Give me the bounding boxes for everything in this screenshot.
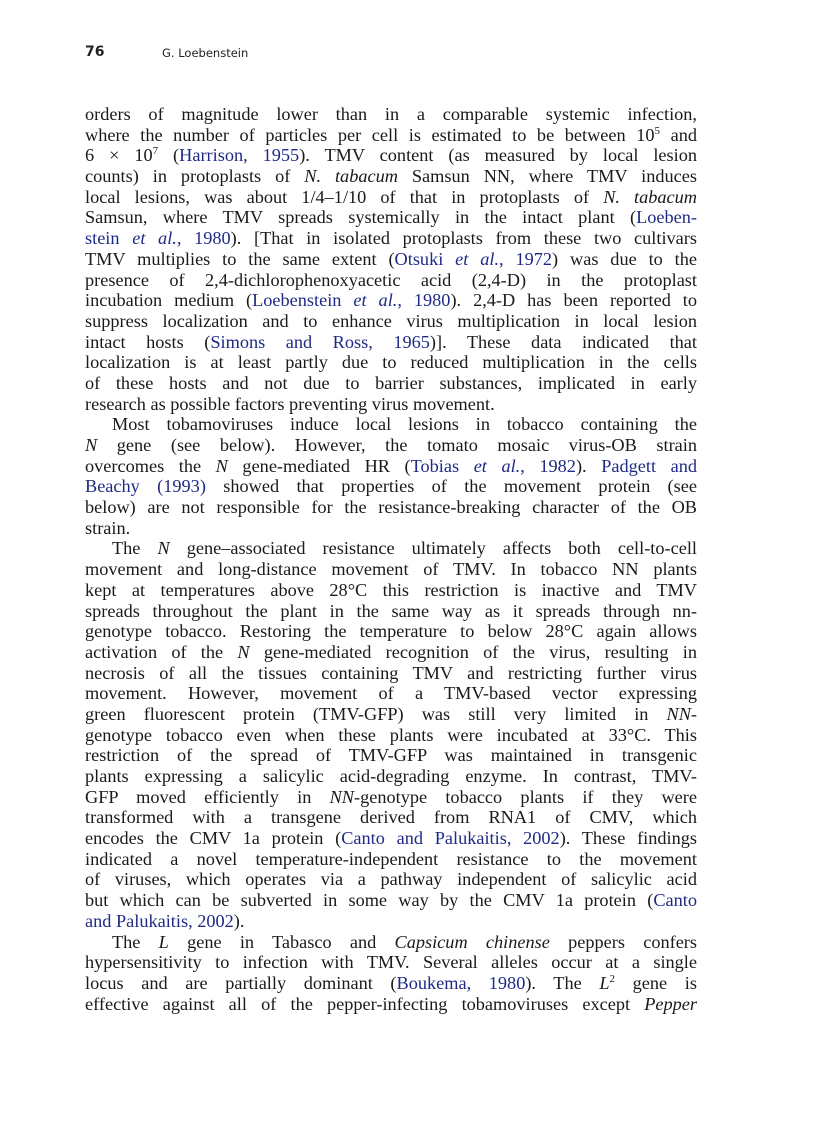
text-run: Pepper bbox=[644, 993, 697, 1014]
text-line bbox=[85, 290, 697, 311]
text-run: ). [That in isolated protoplasts from these two cultivars bbox=[230, 228, 697, 249]
text-run: gene is bbox=[615, 972, 697, 993]
text-run: N. tabacum bbox=[304, 166, 398, 187]
citation-link[interactable]: , 1980 bbox=[176, 228, 231, 249]
text-line bbox=[85, 518, 697, 539]
text-run: showed that properties of the movement protein (see bbox=[205, 476, 697, 497]
text-run: overcomes the bbox=[85, 455, 216, 476]
text-run: of these hosts and not due to barrier substances, implicated in early bbox=[85, 372, 697, 393]
text-line bbox=[85, 911, 697, 932]
text-line bbox=[85, 725, 697, 746]
citation-link[interactable]: , 1980 bbox=[397, 290, 451, 311]
citation-link[interactable]: , 1982 bbox=[520, 455, 576, 476]
citation-link[interactable]: Canto bbox=[653, 890, 697, 911]
text-line bbox=[85, 683, 697, 704]
text-line bbox=[85, 125, 697, 146]
citation-link[interactable]: et al. bbox=[353, 290, 398, 311]
text-run: but which can be subverted in some way by the CMV 1a protein ( bbox=[85, 890, 654, 911]
text-line bbox=[85, 849, 697, 870]
text-line bbox=[85, 538, 697, 559]
citation-link[interactable]: Padgett and bbox=[601, 455, 697, 476]
text-run: where the number of particles per cell is estimated to be between 10 bbox=[85, 124, 655, 145]
text-line bbox=[85, 352, 697, 373]
text-run: counts) in protoplasts of bbox=[85, 166, 305, 187]
text-line bbox=[85, 373, 697, 394]
citation-link[interactable]: Canto and Palukaitis, 2002 bbox=[341, 828, 560, 849]
text-line bbox=[85, 497, 697, 518]
text-run: ( bbox=[158, 145, 180, 166]
text-run: indicated a novel temperature-independent resistance to the movement bbox=[85, 848, 697, 869]
text-line bbox=[85, 787, 697, 808]
citation-link[interactable]: et al. bbox=[455, 248, 500, 269]
text-run: effective against all of the pepper-infecting tobamoviruses except bbox=[85, 993, 645, 1014]
text-line bbox=[85, 663, 697, 684]
text-run: kept at temperatures above 28°C this restriction is inactive and TMV bbox=[85, 579, 697, 600]
text-run: research as possible factors preventing virus movement. bbox=[85, 393, 495, 414]
paragraph bbox=[85, 932, 697, 1015]
citation-link[interactable]: Boukema, 1980 bbox=[396, 972, 526, 993]
text-run: 6 × 10 bbox=[85, 145, 153, 166]
text-line bbox=[85, 807, 697, 828]
text-run: ). The bbox=[525, 972, 600, 993]
citation-link[interactable]: , 1972 bbox=[499, 248, 553, 269]
page-number: 76 bbox=[85, 44, 105, 60]
text-run: spreads throughout the plant in the same way as it spreads through nn- bbox=[85, 600, 697, 621]
text-run: strain. bbox=[85, 517, 131, 538]
text-run: transformed with a transgene derived from RNA1 of CMV, which bbox=[85, 807, 697, 828]
text-line bbox=[85, 414, 697, 435]
text-line bbox=[85, 187, 697, 208]
text-run: movement. However, movement of a TMV-based vector expressing bbox=[85, 683, 697, 704]
text-run: gene-mediated recognition of the virus, resulting in bbox=[249, 641, 697, 662]
text-line bbox=[85, 766, 697, 787]
text-run: plants expressing a salicylic acid-degrading enzyme. In contrast, TMV- bbox=[85, 766, 697, 786]
text-line bbox=[85, 435, 697, 456]
text-run: N. tabacum bbox=[603, 186, 698, 207]
citation-link[interactable]: Tobias bbox=[410, 455, 474, 476]
text-line bbox=[85, 890, 697, 911]
citation-link[interactable]: Simons and Ross, 1965 bbox=[210, 331, 430, 352]
citation-link[interactable]: stein bbox=[85, 228, 133, 249]
body-text bbox=[85, 104, 697, 1014]
text-run: N bbox=[157, 538, 170, 559]
text-run: N bbox=[215, 455, 228, 476]
text-line bbox=[85, 559, 697, 580]
text-run: and bbox=[660, 124, 698, 145]
text-line bbox=[85, 745, 697, 766]
text-run: incubation medium ( bbox=[85, 290, 253, 311]
citation-link[interactable]: Otsuki bbox=[394, 248, 456, 269]
text-run: below) are not responsible for the resistance-breaking character of the OB bbox=[85, 497, 697, 518]
text-line bbox=[85, 994, 697, 1015]
text-line bbox=[85, 311, 697, 332]
text-run: ). 2,4-D has been reported to bbox=[450, 290, 698, 311]
citation-link[interactable]: Harrison, 1955 bbox=[179, 145, 300, 166]
text-run: Samsun NN, where TMV induces bbox=[397, 166, 697, 187]
text-run: The bbox=[112, 538, 158, 559]
text-line bbox=[85, 394, 697, 415]
text-run: ). bbox=[233, 910, 245, 931]
text-run: locus and are partially dominant ( bbox=[85, 972, 397, 993]
citation-link[interactable]: and Palukaitis, 2002 bbox=[85, 910, 234, 931]
text-line bbox=[85, 456, 697, 477]
text-run: ). TMV content (as measured by local lesion bbox=[299, 145, 698, 166]
text-line bbox=[85, 166, 697, 187]
text-run: localization is at least partly due to reduced multiplication in the cells bbox=[85, 352, 697, 373]
text-line bbox=[85, 476, 697, 497]
citation-link[interactable]: et al. bbox=[473, 455, 521, 476]
text-run: presence of 2,4-dichlorophenoxyacetic acid (2,4-D) in the protoplast bbox=[85, 269, 697, 290]
text-line bbox=[85, 704, 697, 725]
text-run: ). These findings bbox=[559, 828, 698, 849]
text-line bbox=[85, 145, 697, 166]
text-run: genotype tobacco even when these plants were incubated at 33°C. This bbox=[85, 724, 697, 745]
text-run: gene in Tabasco and bbox=[168, 931, 395, 952]
text-line bbox=[85, 249, 697, 270]
paragraph bbox=[85, 104, 697, 414]
text-line bbox=[85, 973, 697, 994]
citation-link[interactable]: Loebenstein bbox=[252, 290, 354, 311]
text-run: The bbox=[112, 931, 159, 952]
text-run: encodes the CMV 1a protein ( bbox=[85, 828, 342, 849]
text-run: suppress localization and to enhance virus multiplication in local lesion bbox=[85, 310, 697, 331]
text-line bbox=[85, 332, 697, 353]
text-run: NN bbox=[329, 786, 354, 807]
text-run: ) was due to the bbox=[552, 248, 698, 269]
text-run: L bbox=[158, 931, 169, 952]
text-line bbox=[85, 270, 697, 291]
text-run: L bbox=[599, 972, 610, 993]
text-line bbox=[85, 580, 697, 601]
citation-link[interactable]: et al. bbox=[132, 228, 177, 249]
text-line bbox=[85, 869, 697, 890]
text-run: genotype tobacco. Restoring the temperature to below 28°C again allows bbox=[85, 621, 697, 642]
text-run: -genotype tobacco plants if they were bbox=[354, 786, 697, 807]
text-line bbox=[85, 621, 697, 642]
text-run: gene–associated resistance ultimately affects both cell-to-cell bbox=[169, 538, 697, 559]
text-run: hypersensitivity to infection with TMV. Several alleles occur at a single bbox=[85, 952, 697, 973]
text-run: ). bbox=[575, 455, 602, 476]
text-run: restriction of the spread of TMV-GFP was maintained in transgenic bbox=[85, 745, 697, 766]
text-line bbox=[85, 828, 697, 849]
text-run: activation of the bbox=[85, 641, 238, 662]
superscript: 2 bbox=[609, 972, 616, 985]
text-line bbox=[85, 207, 697, 228]
text-run: intact hosts ( bbox=[85, 331, 211, 352]
text-run: Most tobamoviruses induce local lesions in tobacco containing the bbox=[112, 414, 697, 435]
text-line bbox=[85, 601, 697, 622]
text-run: necrosis of all the tissues containing TMV and restricting further virus bbox=[85, 662, 697, 683]
text-run: TMV multiplies to the same extent ( bbox=[85, 248, 395, 269]
text-run: peppers confers bbox=[549, 931, 698, 952]
text-run: Capsicum chinense bbox=[394, 931, 550, 952]
text-run: NN- bbox=[666, 703, 697, 724]
text-run: gene-mediated HR ( bbox=[227, 455, 411, 476]
text-line bbox=[85, 642, 697, 663]
paragraph bbox=[85, 538, 697, 931]
text-run: GFP moved efficiently in bbox=[85, 786, 330, 807]
text-run: N bbox=[85, 435, 98, 455]
text-run: N bbox=[237, 641, 250, 662]
text-run: )]. These data indicated that bbox=[429, 331, 697, 352]
text-run: gene (see below). However, the tomato mosaic virus-OB strain bbox=[97, 435, 697, 455]
citation-link[interactable]: Beachy (1993) bbox=[85, 476, 206, 497]
text-run: Samsun, where TMV spreads systemically in the intact plant ( bbox=[85, 207, 637, 228]
text-line bbox=[85, 952, 697, 973]
text-run: of viruses, which operates via a pathway independent of salicylic acid bbox=[85, 869, 697, 890]
text-run: orders of magnitude lower than in a comparable systemic infection, bbox=[85, 104, 697, 124]
running-author: G. Loebenstein bbox=[162, 46, 249, 60]
superscript: 5 bbox=[654, 124, 661, 137]
paragraph bbox=[85, 414, 697, 538]
text-run: movement and long-distance movement of TMV. In tobacco NN plants bbox=[85, 559, 697, 580]
text-run: local lesions, was about 1/4–1/10 of that in protoplasts of bbox=[85, 186, 604, 207]
text-line bbox=[85, 228, 697, 249]
text-line bbox=[85, 932, 697, 953]
citation-link[interactable]: Loeben- bbox=[636, 207, 697, 228]
text-run: green fluorescent protein (TMV-GFP) was still very limited in bbox=[85, 703, 667, 724]
text-line bbox=[85, 104, 697, 125]
superscript: 7 bbox=[152, 145, 159, 158]
